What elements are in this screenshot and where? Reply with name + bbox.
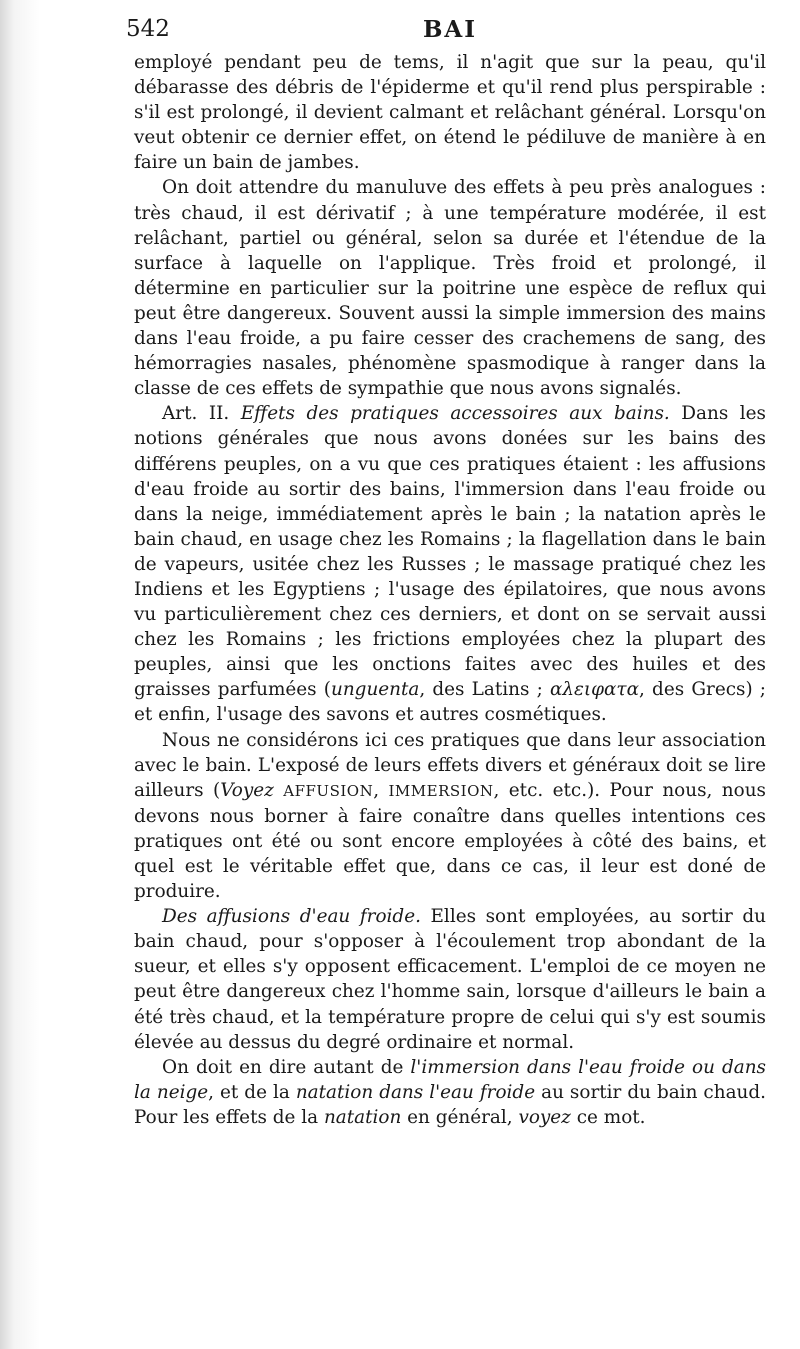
text-run: , [373,779,389,801]
text-run: ce mot. [570,1106,646,1128]
text-run: , des Latins ; [419,679,550,701]
paragraph [134,904,766,1055]
italic-run: αλειφατα [549,679,640,701]
paragraph [134,50,766,175]
text-run: Dans les notions générales que nous avons donées sur les bains des différens peuples, on a vu que ces pratiques étaient : les affusions d'eau froide au sortir des bains, l'immersion dans l'eau froide ou dans la neige, immédiatement après le bain ; la natation après le bain chaud, en usage chez les Romains ; la flagellation dans le bain de vapeurs, usitée chez les Russes ; le massage pratiqué chez les Indiens et les Egyptiens ; l'usage des épilatoires, que nous avons vu particulièrement chez ces derniers, et dont on se servait aussi chez les Romains ; les frictions employées chez la plupart des peuples, ainsi que les onctions faites avec des huiles et des graisses parfumées ( [134,403,766,701]
text-run: On doit en dire autant de [162,1056,411,1078]
italic-run: Voyez [220,779,274,801]
paragraph [134,401,766,727]
page-number: 542 [126,16,170,42]
italic-run: unguenta [330,679,420,701]
text-run: , et de la [208,1081,296,1103]
text-run: On doit attendre du manuluve des effets à peu près analogues : très chaud, il est dérivatif ; à une température modérée, il est relâchant, partiel ou général, selon sa durée et l'étendue de la surface à laquelle on l'applique. Très froid et prolongé, il détermine en particulier sur la poitrine une espèce de reflux qui peut être dangereux. Souvent aussi la simple immersion des mains dans l'eau froide, a pu faire cesser des crachemens de sang, des hémorragies nasales, phénomène spasmodique à ranger dans la classe de ces effets de sympathie que nous avons signalés. [134,177,766,400]
text-run: employé pendant peu de tems, il n'agit que sur la peau, qu'il débarasse des débris de l'épiderme et qu'il rend plus perspirable : s'il est prolongé, il devient calmant et relâchant général. Lorsqu'on veut obtenir ce dernier effet, on étend le pédiluve de manière à en faire un bain de jambes. [134,52,766,174]
text-run [274,780,283,801]
text-run: Elles sont employées, au sortir du bain chaud, pour s'opposer à l'écoulement trop abondant de la sueur, et elles s'y opposent efficacement. L'emploi de ce moyen ne peut être dangereux chez l'homme sain, lorsque d'ailleurs le bain a été très chaud, et la température propre de celui qui s'y est soumis élevée au dessus du degré ordinaire et normal. [134,906,766,1053]
paragraph [134,175,766,401]
italic-run: Effets des pratiques accessoires aux bains. [240,403,670,425]
paragraph [134,1055,766,1130]
text-run: , etc. etc.). Pour nous, nous devons nous borner à faire conaître dans quelles intentions ces pratiques ont été ou sont encore employées à côté des bains, et quel est le véritable effet que, dans ce cas, il leur est doné de produire. [134,779,766,903]
text-run: au sortir du bain chaud. Pour les effets de la [134,1081,766,1128]
italic-run: Des affusions d'eau froide. [162,906,421,928]
text-run: Art. II. [162,403,241,425]
small-caps-run: AFFUSION [283,781,374,800]
paragraph [134,728,766,905]
italic-run: natation dans l'eau froide [295,1081,536,1103]
italic-run: l'immersion dans l'eau froide ou dans la neige [134,1056,766,1103]
text-run: Nous ne considérons ici ces pratiques que dans leur association avec le bain. L'exposé de leurs effets divers et généraux doit se lire ailleurs ( [134,729,766,801]
italic-run: natation [323,1106,402,1128]
page-header [126,14,766,50]
body-text [134,50,766,1130]
text-run: en général, [401,1106,519,1128]
italic-run: voyez [518,1106,571,1128]
text-run: , des Grecs) ; et enfin, l'usage des savons et autres cosmétiques. [134,679,766,726]
running-head: BAI [422,16,478,43]
small-caps-run: IMMERSION [388,781,494,800]
